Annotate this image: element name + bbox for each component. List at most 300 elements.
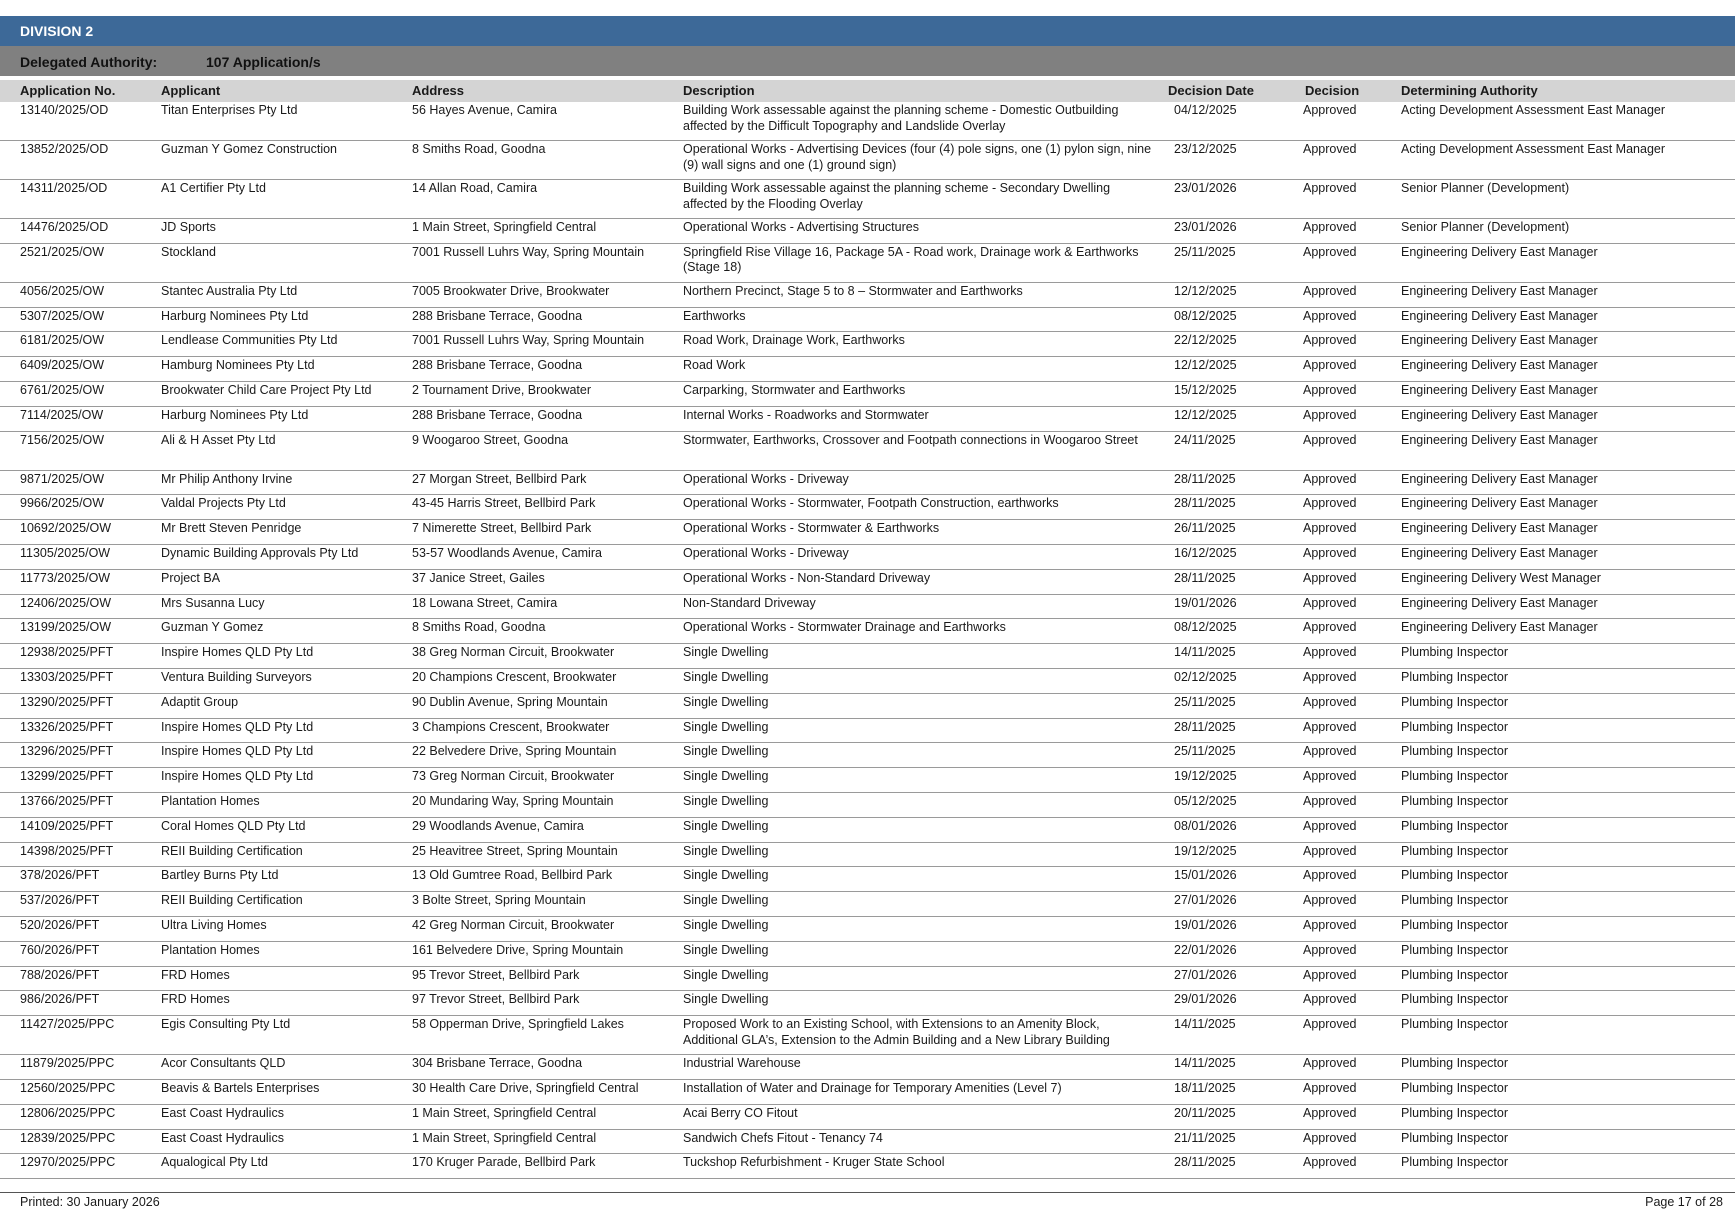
authority-bar bbox=[0, 46, 1735, 76]
cell-application-no: 13303/2025/PFT bbox=[20, 669, 114, 684]
cell-applicant: Inspire Homes QLD Pty Ltd bbox=[161, 719, 314, 734]
cell-address: 90 Dublin Avenue, Spring Mountain bbox=[412, 694, 608, 709]
cell-applicant: Stockland bbox=[161, 244, 216, 259]
cell-applicant: Lendlease Communities Pty Ltd bbox=[161, 333, 338, 348]
cell-address: 1 Main Street, Springfield Central bbox=[412, 1130, 597, 1145]
cell-applicant: Stantec Australia Pty Ltd bbox=[161, 283, 298, 298]
cell-decision-date: 25/11/2025 bbox=[1174, 694, 1236, 709]
cell-address: 43-45 Harris Street, Bellbird Park bbox=[412, 496, 596, 511]
table-row bbox=[0, 694, 1735, 719]
cell-applicant: Inspire Homes QLD Pty Ltd bbox=[161, 645, 314, 660]
table-row bbox=[0, 892, 1735, 917]
cell-address: 20 Mundaring Way, Spring Mountain bbox=[412, 793, 614, 808]
table-row bbox=[0, 382, 1735, 407]
cell-applicant: Valdal Projects Pty Ltd bbox=[161, 496, 286, 511]
cell-application-no: 13296/2025/PFT bbox=[20, 744, 114, 759]
table-row bbox=[0, 942, 1735, 967]
page-number: Page 17 of 28 bbox=[1645, 1195, 1723, 1209]
cell-applicant: East Coast Hydraulics bbox=[161, 1130, 284, 1145]
cell-decision-date: 25/11/2025 bbox=[1174, 744, 1236, 759]
cell-application-no: 11427/2025/PPC bbox=[20, 1017, 115, 1032]
cell-decision-date: 27/01/2026 bbox=[1174, 893, 1237, 908]
cell-description: Operational Works - Driveway bbox=[683, 471, 849, 486]
authority-label: Delegated Authority: bbox=[20, 54, 158, 70]
table-row bbox=[0, 471, 1735, 496]
cell-address: 3 Bolte Street, Spring Mountain bbox=[412, 893, 586, 908]
cell-decision-date: 19/12/2025 bbox=[1174, 843, 1237, 858]
table-row bbox=[0, 407, 1735, 432]
header-decision: Decision bbox=[1305, 83, 1360, 98]
cell-description: Single Dwelling bbox=[683, 694, 769, 709]
cell-applicant: Coral Homes QLD Pty Ltd bbox=[161, 818, 306, 833]
cell-decision: Approved bbox=[1303, 992, 1357, 1007]
cell-application-no: 5307/2025/OW bbox=[20, 308, 105, 323]
cell-decision: Approved bbox=[1303, 893, 1357, 908]
cell-decision-date: 25/11/2025 bbox=[1174, 244, 1236, 259]
cell-determining-authority: Plumbing Inspector bbox=[1401, 868, 1509, 883]
cell-description: Industrial Warehouse bbox=[683, 1056, 801, 1071]
cell-decision: Approved bbox=[1303, 595, 1357, 610]
cell-determining-authority: Engineering Delivery East Manager bbox=[1401, 471, 1598, 486]
cell-description: Stormwater, Earthworks, Crossover and Footpath connections in Woogaroo Street bbox=[683, 432, 1138, 447]
cell-applicant: Aqualogical Pty Ltd bbox=[161, 1155, 269, 1170]
cell-applicant: Ali & H Asset Pty Ltd bbox=[161, 432, 276, 447]
table-row bbox=[0, 793, 1735, 818]
cell-applicant: Mr Philip Anthony Irvine bbox=[161, 471, 293, 486]
cell-decision: Approved bbox=[1303, 744, 1357, 759]
table-row bbox=[0, 669, 1735, 694]
cell-decision: Approved bbox=[1303, 407, 1357, 422]
cell-applicant: Project BA bbox=[161, 570, 221, 585]
cell-application-no: 11305/2025/OW bbox=[20, 545, 111, 560]
table-row bbox=[0, 545, 1735, 570]
footer-divider bbox=[0, 1192, 1735, 1193]
cell-decision: Approved bbox=[1303, 471, 1357, 486]
cell-decision: Approved bbox=[1303, 967, 1357, 982]
cell-applicant: Inspire Homes QLD Pty Ltd bbox=[161, 744, 314, 759]
cell-decision-date: 29/01/2026 bbox=[1174, 992, 1237, 1007]
cell-determining-authority: Plumbing Inspector bbox=[1401, 1155, 1509, 1170]
cell-description: Single Dwelling bbox=[683, 769, 769, 784]
cell-applicant: Mr Brett Steven Penridge bbox=[161, 521, 302, 536]
cell-address: 20 Champions Crescent, Brookwater bbox=[412, 669, 617, 684]
cell-determining-authority: Engineering Delivery East Manager bbox=[1401, 432, 1598, 447]
cell-decision: Approved bbox=[1303, 868, 1357, 883]
cell-description: Road Work bbox=[683, 358, 746, 373]
cell-decision-date: 22/01/2026 bbox=[1174, 942, 1237, 957]
cell-application-no: 520/2026/PFT bbox=[20, 917, 100, 932]
cell-decision: Approved bbox=[1303, 1155, 1357, 1170]
cell-decision: Approved bbox=[1303, 1130, 1357, 1145]
cell-applicant: Guzman Y Gomez bbox=[161, 620, 264, 635]
cell-applicant: Titan Enterprises Pty Ltd bbox=[161, 103, 298, 117]
cell-determining-authority: Senior Planner (Development) bbox=[1401, 220, 1570, 234]
cell-application-no: 12560/2025/PPC bbox=[20, 1080, 116, 1095]
cell-decision: Approved bbox=[1303, 818, 1357, 833]
header-applicant: Applicant bbox=[161, 83, 221, 98]
cell-determining-authority: Engineering Delivery East Manager bbox=[1401, 283, 1598, 298]
cell-application-no: 12806/2025/PPC bbox=[20, 1105, 116, 1120]
cell-decision-date: 19/01/2026 bbox=[1174, 917, 1237, 932]
cell-description: Single Dwelling bbox=[683, 942, 769, 957]
cell-determining-authority: Engineering Delivery East Manager bbox=[1401, 595, 1598, 610]
cell-address: 7001 Russell Luhrs Way, Spring Mountain bbox=[412, 333, 645, 348]
cell-address: 1 Main Street, Springfield Central bbox=[412, 1105, 597, 1120]
cell-address: 7 Nimerette Street, Bellbird Park bbox=[412, 521, 592, 536]
cell-address: 27 Morgan Street, Bellbird Park bbox=[412, 471, 587, 486]
cell-determining-authority: Acting Development Assessment East Manager bbox=[1401, 142, 1666, 156]
cell-determining-authority: Plumbing Inspector bbox=[1401, 645, 1509, 660]
cell-description: Single Dwelling bbox=[683, 843, 769, 858]
cell-application-no: 6761/2025/OW bbox=[20, 382, 105, 397]
cell-decision: Approved bbox=[1303, 570, 1357, 585]
cell-decision: Approved bbox=[1303, 694, 1357, 709]
cell-determining-authority: Plumbing Inspector bbox=[1401, 942, 1509, 957]
cell-address: 7001 Russell Luhrs Way, Spring Mountain bbox=[412, 244, 645, 259]
cell-applicant: Inspire Homes QLD Pty Ltd bbox=[161, 769, 314, 784]
cell-description: Operational Works - Advertising Devices (four (4) pole signs, one (1) pylon sign, nine (9) wall signs and one (1) ground sign) bbox=[683, 142, 1152, 172]
cell-application-no: 7156/2025/OW bbox=[20, 432, 105, 447]
cell-address: 2 Tournament Drive, Brookwater bbox=[412, 382, 592, 397]
cell-decision-date: 02/12/2025 bbox=[1174, 669, 1237, 684]
cell-applicant: Plantation Homes bbox=[161, 793, 260, 808]
cell-application-no: 12970/2025/PPC bbox=[20, 1155, 116, 1170]
cell-decision: Approved bbox=[1303, 521, 1357, 536]
cell-application-no: 6409/2025/OW bbox=[20, 358, 105, 373]
cell-decision-date: 19/01/2026 bbox=[1174, 595, 1237, 610]
cell-application-no: 11879/2025/PPC bbox=[20, 1056, 115, 1071]
cell-application-no: 13766/2025/PFT bbox=[20, 793, 114, 808]
cell-applicant: Harburg Nominees Pty Ltd bbox=[161, 407, 309, 422]
table-row bbox=[0, 102, 1735, 141]
cell-application-no: 986/2026/PFT bbox=[20, 992, 100, 1007]
cell-applicant: REII Building Certification bbox=[161, 893, 303, 908]
cell-decision: Approved bbox=[1303, 917, 1357, 932]
cell-decision-date: 12/12/2025 bbox=[1174, 407, 1237, 422]
cell-application-no: 13326/2025/PFT bbox=[20, 719, 114, 734]
cell-address: 37 Janice Street, Gailes bbox=[412, 570, 545, 585]
cell-applicant: Dynamic Building Approvals Pty Ltd bbox=[161, 545, 359, 560]
cell-application-no: 12406/2025/OW bbox=[20, 595, 112, 610]
table-row bbox=[0, 1105, 1735, 1130]
cell-address: 1 Main Street, Springfield Central bbox=[412, 220, 597, 234]
cell-description: Single Dwelling bbox=[683, 744, 769, 759]
cell-decision-date: 27/01/2026 bbox=[1174, 967, 1237, 982]
cell-address: 22 Belvedere Drive, Spring Mountain bbox=[412, 744, 617, 759]
cell-application-no: 537/2026/PFT bbox=[20, 893, 100, 908]
cell-determining-authority: Plumbing Inspector bbox=[1401, 818, 1509, 833]
cell-determining-authority: Plumbing Inspector bbox=[1401, 893, 1509, 908]
cell-decision-date: 14/11/2025 bbox=[1174, 645, 1236, 660]
cell-applicant: Plantation Homes bbox=[161, 942, 260, 957]
header-description: Description bbox=[683, 83, 755, 98]
cell-decision-date: 28/11/2025 bbox=[1174, 1155, 1236, 1170]
cell-determining-authority: Engineering Delivery East Manager bbox=[1401, 521, 1598, 536]
cell-decision-date: 22/12/2025 bbox=[1174, 333, 1237, 348]
cell-address: 288 Brisbane Terrace, Goodna bbox=[412, 407, 583, 422]
cell-determining-authority: Engineering Delivery East Manager bbox=[1401, 358, 1598, 373]
cell-address: 25 Heavitree Street, Spring Mountain bbox=[412, 843, 618, 858]
table-row bbox=[0, 843, 1735, 868]
table-row bbox=[0, 818, 1735, 843]
cell-decision: Approved bbox=[1303, 1017, 1357, 1032]
cell-application-no: 10692/2025/OW bbox=[20, 521, 112, 536]
cell-description: Northern Precinct, Stage 5 to 8 – Stormwater and Earthworks bbox=[683, 283, 1023, 298]
table-row bbox=[0, 570, 1735, 595]
cell-decision: Approved bbox=[1303, 1056, 1357, 1071]
cell-decision: Approved bbox=[1303, 432, 1357, 447]
application-count: 107 Application/s bbox=[206, 54, 321, 70]
table-row bbox=[0, 332, 1735, 357]
cell-determining-authority: Plumbing Inspector bbox=[1401, 793, 1509, 808]
table-row bbox=[0, 1154, 1735, 1179]
division-header bbox=[0, 16, 1735, 46]
cell-description: Acai Berry CO Fitout bbox=[683, 1105, 798, 1120]
cell-applicant: A1 Certifier Pty Ltd bbox=[161, 181, 266, 195]
cell-address: 8 Smiths Road, Goodna bbox=[412, 620, 546, 635]
cell-applicant: JD Sports bbox=[161, 220, 216, 234]
cell-decision: Approved bbox=[1303, 181, 1357, 195]
table-row bbox=[0, 219, 1735, 244]
cell-decision-date: 12/12/2025 bbox=[1174, 283, 1237, 298]
table-row bbox=[0, 743, 1735, 768]
table-row bbox=[0, 644, 1735, 669]
cell-application-no: 14109/2025/PFT bbox=[20, 818, 114, 833]
table-row bbox=[0, 719, 1735, 744]
table-row bbox=[0, 595, 1735, 620]
header-determining-authority: Determining Authority bbox=[1401, 83, 1538, 98]
table-row bbox=[0, 357, 1735, 382]
cell-description: Single Dwelling bbox=[683, 793, 769, 808]
cell-address: 9 Woogaroo Street, Goodna bbox=[412, 432, 569, 447]
cell-applicant: FRD Homes bbox=[161, 967, 230, 982]
table-row bbox=[0, 991, 1735, 1016]
cell-decision-date: 26/11/2025 bbox=[1174, 521, 1236, 536]
cell-decision: Approved bbox=[1303, 382, 1357, 397]
table-row bbox=[0, 1055, 1735, 1080]
cell-address: 97 Trevor Street, Bellbird Park bbox=[412, 992, 580, 1007]
cell-application-no: 760/2026/PFT bbox=[20, 942, 100, 957]
cell-applicant: Acor Consultants QLD bbox=[161, 1056, 286, 1071]
cell-decision: Approved bbox=[1303, 220, 1357, 234]
cell-determining-authority: Senior Planner (Development) bbox=[1401, 181, 1570, 195]
cell-description: Single Dwelling bbox=[683, 893, 769, 908]
cell-description: Proposed Work to an Existing School, with Extensions to an Amenity Block, Additional GLA’s, Extension to the Admin Building and a New Library Building bbox=[683, 1017, 1110, 1047]
table-row bbox=[0, 967, 1735, 992]
cell-decision-date: 15/12/2025 bbox=[1174, 382, 1237, 397]
header-application-no: Application No. bbox=[20, 83, 116, 98]
cell-decision-date: 28/11/2025 bbox=[1174, 570, 1236, 585]
cell-description: Operational Works - Non-Standard Driveway bbox=[683, 570, 931, 585]
cell-description: Earthworks bbox=[683, 308, 746, 323]
cell-address: 53-57 Woodlands Avenue, Camira bbox=[412, 545, 602, 560]
cell-decision: Approved bbox=[1303, 942, 1357, 957]
cell-description: Single Dwelling bbox=[683, 818, 769, 833]
cell-description: Single Dwelling bbox=[683, 917, 769, 932]
cell-address: 3 Champions Crescent, Brookwater bbox=[412, 719, 610, 734]
cell-decision-date: 04/12/2025 bbox=[1174, 103, 1237, 117]
cell-description: Single Dwelling bbox=[683, 669, 769, 684]
cell-decision-date: 18/11/2025 bbox=[1174, 1080, 1236, 1095]
cell-decision-date: 23/12/2025 bbox=[1174, 142, 1237, 156]
cell-application-no: 12938/2025/PFT bbox=[20, 645, 114, 660]
cell-decision-date: 12/12/2025 bbox=[1174, 358, 1237, 373]
cell-decision-date: 23/01/2026 bbox=[1174, 220, 1237, 234]
cell-determining-authority: Plumbing Inspector bbox=[1401, 917, 1509, 932]
table-row bbox=[0, 495, 1735, 520]
cell-applicant: REII Building Certification bbox=[161, 843, 303, 858]
cell-description: Operational Works - Advertising Structures bbox=[683, 220, 919, 234]
cell-decision: Approved bbox=[1303, 333, 1357, 348]
cell-address: 288 Brisbane Terrace, Goodna bbox=[412, 358, 583, 373]
cell-description: Carparking, Stormwater and Earthworks bbox=[683, 382, 906, 397]
cell-address: 73 Greg Norman Circuit, Brookwater bbox=[412, 769, 615, 784]
cell-description: Single Dwelling bbox=[683, 992, 769, 1007]
cell-description: Single Dwelling bbox=[683, 719, 769, 734]
table-row bbox=[0, 1130, 1735, 1155]
cell-determining-authority: Engineering Delivery East Manager bbox=[1401, 545, 1598, 560]
cell-decision: Approved bbox=[1303, 1080, 1357, 1095]
cell-decision: Approved bbox=[1303, 719, 1357, 734]
cell-decision: Approved bbox=[1303, 358, 1357, 373]
cell-address: 30 Health Care Drive, Springfield Central bbox=[412, 1080, 639, 1095]
cell-description: Internal Works - Roadworks and Stormwater bbox=[683, 407, 929, 422]
table-row bbox=[0, 283, 1735, 308]
cell-application-no: 4056/2025/OW bbox=[20, 283, 105, 298]
cell-determining-authority: Plumbing Inspector bbox=[1401, 1080, 1509, 1095]
cell-application-no: 7114/2025/OW bbox=[20, 407, 104, 422]
cell-decision-date: 08/12/2025 bbox=[1174, 620, 1237, 635]
cell-decision: Approved bbox=[1303, 769, 1357, 784]
cell-decision-date: 21/11/2025 bbox=[1174, 1130, 1236, 1145]
header-address: Address bbox=[412, 83, 465, 98]
applications-table bbox=[0, 102, 1735, 1179]
cell-determining-authority: Engineering Delivery East Manager bbox=[1401, 333, 1598, 348]
table-row bbox=[0, 619, 1735, 644]
cell-address: 8 Smiths Road, Goodna bbox=[412, 142, 546, 156]
cell-applicant: Mrs Susanna Lucy bbox=[161, 595, 265, 610]
cell-description: Operational Works - Stormwater, Footpath Construction, earthworks bbox=[683, 496, 1059, 511]
cell-decision: Approved bbox=[1303, 645, 1357, 660]
cell-decision: Approved bbox=[1303, 308, 1357, 323]
cell-address: 161 Belvedere Drive, Spring Mountain bbox=[412, 942, 624, 957]
table-row bbox=[0, 308, 1735, 333]
cell-address: 304 Brisbane Terrace, Goodna bbox=[412, 1056, 583, 1071]
cell-applicant: Guzman Y Gomez Construction bbox=[161, 142, 338, 156]
cell-determining-authority: Engineering Delivery East Manager bbox=[1401, 407, 1598, 422]
cell-application-no: 9966/2025/OW bbox=[20, 496, 105, 511]
printed-date: Printed: 30 January 2026 bbox=[20, 1195, 160, 1209]
cell-address: 95 Trevor Street, Bellbird Park bbox=[412, 967, 580, 982]
cell-applicant: Adaptit Group bbox=[161, 694, 239, 709]
cell-applicant: Beavis & Bartels Enterprises bbox=[161, 1080, 320, 1095]
cell-determining-authority: Plumbing Inspector bbox=[1401, 843, 1509, 858]
cell-determining-authority: Engineering Delivery East Manager bbox=[1401, 382, 1598, 397]
cell-decision: Approved bbox=[1303, 620, 1357, 635]
cell-decision: Approved bbox=[1303, 1105, 1357, 1120]
cell-decision: Approved bbox=[1303, 103, 1357, 117]
cell-description: Installation of Water and Drainage for Temporary Amenities (Level 7) bbox=[683, 1080, 1062, 1095]
cell-decision-date: 23/01/2026 bbox=[1174, 181, 1237, 195]
cell-description: Building Work assessable against the planning scheme - Domestic Outbuilding affected by the Difficult Topography and Landslide Overlay bbox=[683, 103, 1119, 133]
cell-determining-authority: Plumbing Inspector bbox=[1401, 669, 1509, 684]
cell-description: Springfield Rise Village 16, Package 5A - Road work, Drainage work & Earthworks (Stage 18) bbox=[683, 244, 1139, 275]
cell-decision-date: 14/11/2025 bbox=[1174, 1056, 1236, 1071]
cell-decision-date: 28/11/2025 bbox=[1174, 471, 1236, 486]
cell-description: Sandwich Chefs Fitout - Tenancy 74 bbox=[683, 1130, 883, 1145]
table-row bbox=[0, 1016, 1735, 1055]
cell-address: 29 Woodlands Avenue, Camira bbox=[412, 818, 584, 833]
cell-determining-authority: Plumbing Inspector bbox=[1401, 769, 1509, 784]
cell-determining-authority: Engineering Delivery East Manager bbox=[1401, 496, 1598, 511]
cell-application-no: 788/2026/PFT bbox=[20, 967, 100, 982]
cell-description: Building Work assessable against the planning scheme - Secondary Dwelling affected by the Flooding Overlay bbox=[683, 181, 1111, 211]
cell-decision-date: 20/11/2025 bbox=[1174, 1105, 1236, 1120]
cell-address: 42 Greg Norman Circuit, Brookwater bbox=[412, 917, 615, 932]
cell-applicant: East Coast Hydraulics bbox=[161, 1105, 284, 1120]
cell-address: 58 Opperman Drive, Springfield Lakes bbox=[412, 1017, 624, 1032]
cell-decision: Approved bbox=[1303, 793, 1357, 808]
cell-application-no: 14398/2025/PFT bbox=[20, 843, 114, 858]
cell-application-no: 9871/2025/OW bbox=[20, 471, 105, 486]
cell-determining-authority: Plumbing Inspector bbox=[1401, 967, 1509, 982]
cell-application-no: 2521/2025/OW bbox=[20, 244, 105, 259]
cell-decision-date: 16/12/2025 bbox=[1174, 545, 1237, 560]
cell-application-no: 14476/2025/OD bbox=[20, 220, 109, 234]
cell-decision: Approved bbox=[1303, 244, 1357, 259]
cell-applicant: Harburg Nominees Pty Ltd bbox=[161, 308, 309, 323]
cell-application-no: 13290/2025/PFT bbox=[20, 694, 114, 709]
cell-decision-date: 28/11/2025 bbox=[1174, 496, 1236, 511]
cell-decision: Approved bbox=[1303, 843, 1357, 858]
cell-decision: Approved bbox=[1303, 142, 1357, 156]
cell-address: 170 Kruger Parade, Bellbird Park bbox=[412, 1155, 596, 1170]
cell-decision: Approved bbox=[1303, 669, 1357, 684]
table-row bbox=[0, 867, 1735, 892]
cell-determining-authority: Plumbing Inspector bbox=[1401, 1056, 1509, 1071]
cell-applicant: Bartley Burns Pty Ltd bbox=[161, 868, 279, 883]
cell-description: Operational Works - Stormwater & Earthworks bbox=[683, 521, 940, 536]
cell-application-no: 11773/2025/OW bbox=[20, 570, 111, 585]
cell-determining-authority: Plumbing Inspector bbox=[1401, 1130, 1509, 1145]
cell-application-no: 13140/2025/OD bbox=[20, 103, 109, 117]
cell-determining-authority: Plumbing Inspector bbox=[1401, 694, 1509, 709]
cell-address: 13 Old Gumtree Road, Bellbird Park bbox=[412, 868, 613, 883]
cell-address: 18 Lowana Street, Camira bbox=[412, 595, 558, 610]
table-row bbox=[0, 1080, 1735, 1105]
cell-determining-authority: Engineering Delivery East Manager bbox=[1401, 620, 1598, 635]
cell-applicant: FRD Homes bbox=[161, 992, 230, 1007]
cell-description: Single Dwelling bbox=[683, 645, 769, 660]
cell-application-no: 13852/2025/OD bbox=[20, 142, 109, 156]
cell-applicant: Egis Consulting Pty Ltd bbox=[161, 1017, 291, 1032]
table-row bbox=[0, 244, 1735, 283]
cell-application-no: 13199/2025/OW bbox=[20, 620, 112, 635]
header-decision-date: Decision Date bbox=[1168, 83, 1254, 98]
table-row bbox=[0, 917, 1735, 942]
cell-description: Operational Works - Stormwater Drainage and Earthworks bbox=[683, 620, 1006, 635]
cell-determining-authority: Acting Development Assessment East Manager bbox=[1401, 103, 1666, 117]
cell-decision-date: 05/12/2025 bbox=[1174, 793, 1237, 808]
cell-address: 7005 Brookwater Drive, Brookwater bbox=[412, 283, 610, 298]
cell-application-no: 12839/2025/PPC bbox=[20, 1130, 116, 1145]
cell-application-no: 378/2026/PFT bbox=[20, 868, 100, 883]
cell-decision-date: 24/11/2025 bbox=[1174, 432, 1236, 447]
cell-decision-date: 28/11/2025 bbox=[1174, 719, 1236, 734]
cell-determining-authority: Plumbing Inspector bbox=[1401, 1105, 1509, 1120]
cell-decision-date: 14/11/2025 bbox=[1174, 1017, 1236, 1032]
table-row bbox=[0, 768, 1735, 793]
